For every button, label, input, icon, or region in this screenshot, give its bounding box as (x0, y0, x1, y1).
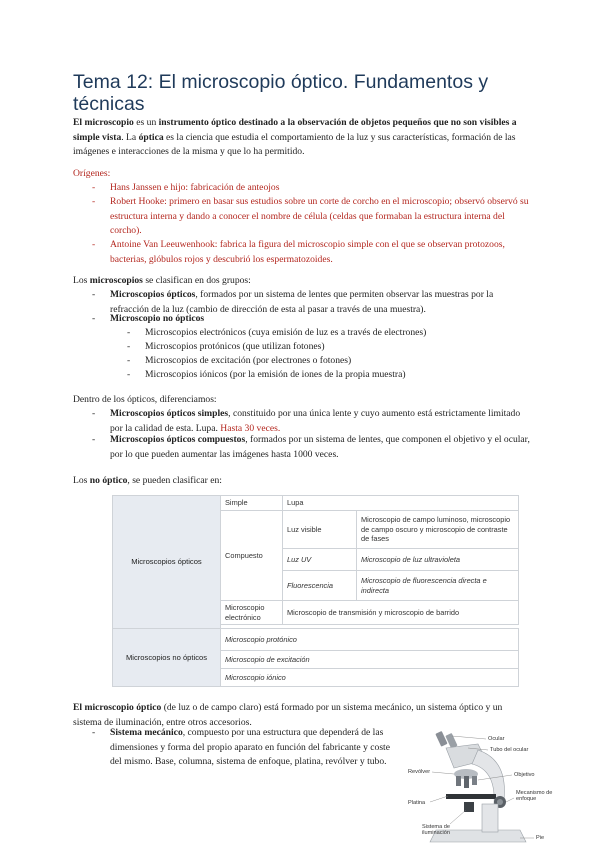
origin-item: Robert Hooke: primero en basar sus estudios sobre un corte de corcho en el microscopio; observó observó su estructura interna y dando a conocer el nombre de célula (celdas que formaban la estructura interna del corcho). (110, 196, 529, 236)
classify-lead: Los no óptico, se pueden clasificar en: (73, 475, 222, 486)
sub-item: Microscopios protónicos (que utilizan fotones) (145, 341, 325, 352)
compound-optics-item: Microscopios ópticos compuestos, formados por un sistema de lentes, que componen el objetivo y el ocular, por lo que pueden aumentar las imágenes hasta 1000 veces. (110, 434, 530, 460)
dash-marker: - (92, 289, 96, 300)
label-pie: Pie (536, 835, 545, 841)
dash-marker: - (92, 727, 96, 738)
table-cell: Microscopio de luz ultravioleta (357, 549, 519, 571)
dash-marker: - (92, 196, 96, 207)
dash-marker: - (92, 239, 96, 250)
label-sistema: Sistema de iluminación (422, 824, 450, 836)
label-mecanismo: Mecanismo de enfoque (516, 790, 553, 802)
label-tubo: Tubo del ocular (490, 747, 529, 753)
system-paragraph: El microscopio óptico (de luz o de campo claro) está formado por un sistema mecánico, un sistema óptico y un sistema de iluminación, entre otros accesorios. (73, 702, 503, 728)
optics-lead: Dentro de los ópticos, diferenciamos: (73, 394, 217, 405)
nonoptical-group-item: Microscopio no ópticos (110, 313, 205, 324)
dash-marker: - (127, 327, 131, 338)
table-cell: Lupa (283, 496, 519, 511)
mechanical-system-item: Sistema mecánico, compuesto por una estructura que dependerá de las dimensiones y forma del propio aparato en función del fabricante y coste del mismo. Base, columna, sistema de enfoque, platina, revólver y tubo. (110, 727, 390, 767)
dash-marker: - (92, 313, 96, 324)
dash-marker: - (92, 434, 96, 445)
groups-lead: Los microscopios se clasifican en dos grupos: (73, 275, 251, 286)
label-revolver: Revólver (408, 769, 431, 775)
table-cell: Microscopio de excitación (221, 651, 519, 669)
page-title: Tema 12: El microscopio óptico. Fundamentos y técnicas (73, 71, 489, 115)
dash-marker: - (127, 369, 131, 380)
microscope-diagram (408, 730, 568, 848)
intro-paragraph: El microscopio es un instrumento óptico destinado a la observación de objetos pequeños que no son visibles a simple vista. La óptica es la ciencia que estudia el comportamiento de la luz y sus características, formación de las imágenes e interacciones de la misma y que lo ha permitido. (73, 117, 517, 157)
table-cell: Luz UV (283, 549, 357, 571)
table-cell: Microscopio de campo luminoso, microscopio de campo oscuro y microscopio de contraste de fases (357, 511, 519, 549)
sub-item: Microscopios de excitación (por electrones o fotones) (145, 355, 352, 366)
label-ocular: Ocular (488, 736, 505, 742)
nonoptical-group-cell: Microscopios no ópticos (113, 629, 221, 687)
table-cell: Simple (221, 496, 283, 511)
dash-marker: - (127, 341, 131, 352)
table-cell: Microscopio de fluorescencia directa e indirecta (357, 571, 519, 601)
dash-marker: - (92, 408, 96, 419)
dash-marker: - (92, 182, 96, 193)
sub-item: Microscopios electrónicos (cuya emisión de luz es a través de electrones) (145, 327, 427, 338)
optical-group-cell: Microscopios ópticos (113, 496, 221, 629)
table-cell: Microscopio de transmisión y microscopio de barrido (283, 601, 519, 625)
label-platina: Platina (408, 800, 426, 806)
table-cell: Compuesto (221, 511, 283, 601)
label-objetivo: Objetivo (514, 772, 535, 778)
simple-optics-item: Microscopios ópticos simples, constituido por una única lente y cuyo aumento está estrictamente limitado por la calidad de esta. Lupa. Hasta 30 veces. (110, 408, 521, 434)
table-cell: Luz visible (283, 511, 357, 549)
classification-table (112, 495, 519, 687)
dash-marker: - (127, 355, 131, 366)
origins-heading: Orígenes: (73, 168, 111, 179)
origin-item: Hans Janssen e hijo: fabricación de anteojos (110, 182, 280, 193)
table-cell: Microscopio protónico (221, 629, 519, 651)
optical-group-item: Microscopios ópticos, formados por un sistema de lentes que permiten observar las muestras por la refracción de la luz (cambio de dirección de esta al pasar a través de una muestra). (110, 289, 494, 315)
table-cell: Microscopio electrónico (221, 601, 283, 625)
table-cell: Fluorescencia (283, 571, 357, 601)
origin-item: Antoine Van Leeuwenhook: fabrica la figura del microscopio simple con el que se observan protozoos, bacterias, glóbulos rojos y descubrió los espermatozoides. (110, 239, 505, 265)
table-cell: Microscopio iónico (221, 669, 519, 687)
sub-item: Microscopios iónicos (por la emisión de iones de la propia muestra) (145, 369, 406, 380)
